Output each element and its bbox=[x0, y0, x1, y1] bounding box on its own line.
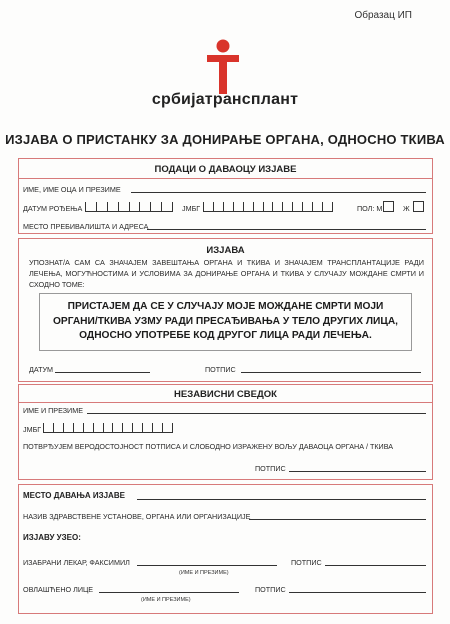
page-title: ИЗЈАВА О ПРИСТАНКУ ЗА ДОНИРАЊЕ ОРГАНА, ОДНОСНО ТКИВА bbox=[5, 132, 445, 147]
witness-section-title: НЕЗАВИСНИ СВЕДОК bbox=[174, 389, 277, 400]
doctor-label: ИЗАБРАНИ ЛЕКАР, ФАКСИМИЛ bbox=[23, 558, 130, 567]
institution-field[interactable] bbox=[249, 519, 426, 520]
donor-sex-label: ПОЛ: М bbox=[357, 204, 383, 213]
witness-name-field[interactable] bbox=[87, 413, 426, 414]
doctor-signature-label: ПОТПИС bbox=[291, 558, 322, 567]
donor-section-title: ПОДАЦИ О ДАВАОЦУ ИЗЈАВЕ bbox=[154, 164, 297, 175]
donor-jmbg-field[interactable] bbox=[203, 202, 333, 212]
sex-female-label: Ж bbox=[403, 204, 410, 213]
statement-section-title: ИЗЈАВА bbox=[206, 245, 245, 256]
authorized-name-hint: (ИМЕ И ПРЕЗИМЕ) bbox=[141, 597, 191, 603]
form-code: Образац ИП bbox=[354, 10, 412, 21]
statement-date-field[interactable] bbox=[55, 372, 150, 373]
authorized-signature-field[interactable] bbox=[289, 592, 426, 593]
donor-jmbg-label: ЈМБГ bbox=[182, 204, 201, 213]
witness-signature-field[interactable] bbox=[289, 471, 426, 472]
donor-dob-field[interactable] bbox=[85, 202, 173, 212]
witness-signature-label: ПОТПИС bbox=[255, 464, 286, 473]
witness-jmbg-label: ЈМБГ bbox=[23, 425, 42, 434]
sex-male-checkbox[interactable] bbox=[383, 201, 394, 212]
donor-residence-field[interactable] bbox=[147, 229, 426, 230]
place-section bbox=[18, 484, 433, 614]
statement-signature-field[interactable] bbox=[241, 372, 421, 373]
donor-name-field[interactable] bbox=[131, 192, 426, 193]
place-field[interactable] bbox=[137, 499, 426, 500]
donor-residence-label: МЕСТО ПРЕБИВАЛИШТА И АДРЕСА bbox=[23, 222, 149, 231]
statement-text: УПОЗНАТ/А САМ СА ЗНАЧАЈЕМ ЗАВЕШТАЊА ОРГАНА И ТКИВА И ЗНАЧАЈЕМ ТРАНСПЛАНТАЦИЈЕ РАДИ ЛЕЧЕЊА, МОГУЋНОСТИМА И УСЛОВИМА ЗА ДОНИРАЊЕ ОРГАНА И ТКИВА У СЛУЧАЈУ МОЖДАНЕ СМРТИ И СХОДНО ТОМЕ: bbox=[29, 258, 424, 289]
donor-dob-label: ДАТУМ РОЂЕЊА bbox=[23, 204, 83, 213]
consent-pledge: ПРИСТАЈЕМ ДА СЕ У СЛУЧАЈУ МОЈЕ МОЖДАНЕ СМРТИ МОЈИ ОРГАНИ/ТКИВА УЗМУ РАДИ ПРЕСАЂИВАЊА У ТЕЛО ДРУГИХ ЛИЦА, ОДНОСНО УПОТРЕБЕ КОД ДРУГОГ ЛИЦА РАДИ ЛЕЧЕЊА. bbox=[39, 293, 412, 351]
donor-name-label: ИМЕ, ИМЕ ОЦА И ПРЕЗИМЕ bbox=[23, 185, 121, 194]
witness-section bbox=[18, 384, 433, 480]
institution-label: НАЗИВ ЗДРАВСТВЕНЕ УСТАНОВЕ, ОРГАНА ИЛИ ОРГАНИЗАЦИЈЕ bbox=[23, 512, 251, 521]
witness-name-label: ИМЕ И ПРЕЗИМЕ bbox=[23, 406, 83, 415]
doctor-signature-field[interactable] bbox=[325, 565, 426, 566]
authorized-label: ОВЛАШЋЕНО ЛИЦЕ bbox=[23, 585, 94, 594]
doctor-name-hint: (ИМЕ И ПРЕЗИМЕ) bbox=[179, 570, 229, 576]
witness-confirm-text: ПОТВРЂУЈЕМ ВЕРОДОСТОЈНОСТ ПОТПИСА И СЛОБОДНО ИЗРАЖЕНУ ВОЉУ ДАВАОЦА ОРГАНА / ТКИВА bbox=[23, 442, 394, 451]
logo-wordmark: србијатрансплант bbox=[151, 91, 299, 108]
doctor-name-field[interactable] bbox=[137, 565, 277, 566]
witness-jmbg-field[interactable] bbox=[43, 423, 173, 433]
statement-signature-label: ПОТПИС bbox=[205, 365, 236, 374]
transplant-logo-icon bbox=[205, 38, 241, 94]
authorized-signature-label: ПОТПИС bbox=[255, 585, 286, 594]
sex-female-checkbox[interactable] bbox=[413, 201, 424, 212]
donor-section bbox=[18, 158, 433, 234]
authorized-name-field[interactable] bbox=[99, 592, 239, 593]
statement-section bbox=[18, 238, 433, 382]
place-title: МЕСТО ДАВАЊА ИЗЈАВЕ bbox=[23, 491, 125, 500]
statement-date-label: ДАТУМ bbox=[29, 365, 54, 374]
taken-by-label: ИЗЈАВУ УЗЕО: bbox=[23, 533, 81, 542]
